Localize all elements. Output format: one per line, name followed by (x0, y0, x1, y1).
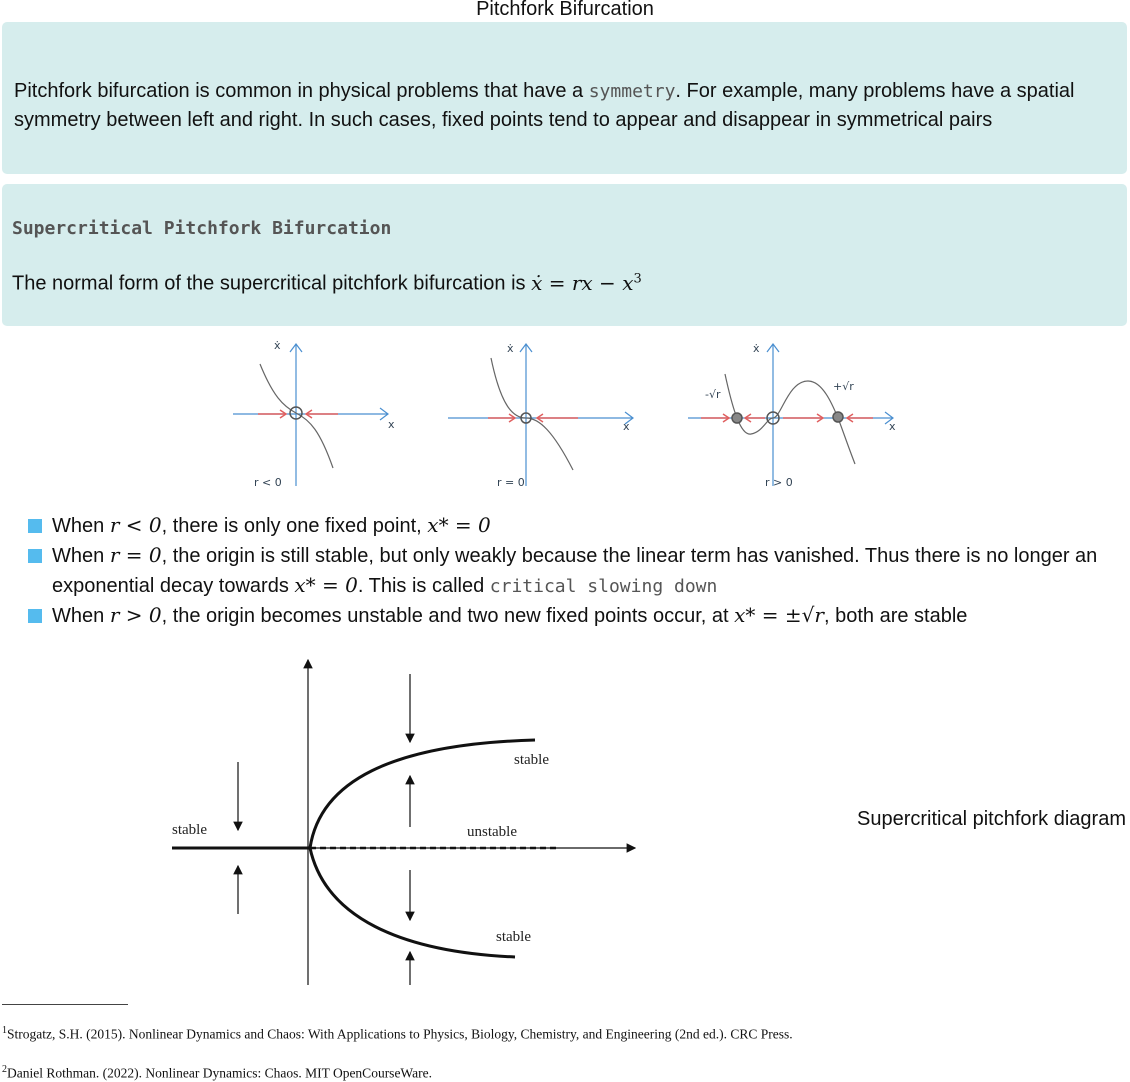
neg-root-label: -√r (705, 388, 721, 401)
intro-text-rest: . For example, many problems have a spatial symmetry between left and right. In such cases, fixed points tend to appear and disappear in symmetrical pairs (14, 80, 1075, 131)
axis-label-xdot: ẋ (507, 342, 514, 355)
section-heading (12, 218, 391, 239)
axis-label-x: x (388, 418, 395, 431)
label-stable-left: stable (172, 822, 207, 838)
intro-box (2, 22, 1127, 174)
bullet-list (28, 511, 1118, 631)
diagram-caption: Supercritical pitchfork diagram (857, 808, 1126, 830)
intro-paragraph (14, 77, 1097, 135)
bullet-square (28, 609, 42, 623)
list-item: When r > 0, the origin becomes unstable and two new fixed points occur, at x* = ±√r, both are stable (28, 601, 1118, 631)
label-stable-top: stable (514, 752, 549, 768)
axis-label-x: x (889, 420, 896, 433)
equation: ẋ = rx − $x^3$ (531, 270, 642, 295)
page-title: Pitchfork Bifurcation (476, 0, 654, 20)
list-item: When r = 0, the origin is still stable, but only weakly because the linear term has vanished. Thus there is no longer an exponential decay towards x* = 0. This is called critical slowing down (28, 541, 1118, 601)
normal-form-text: The normal form of the supercritical pitchfork bifurcation is (12, 272, 532, 295)
bullet-square (28, 519, 42, 533)
portrait-label: r = 0 (497, 476, 525, 489)
portrait-label: r < 0 (254, 476, 282, 489)
intro-text: Pitchfork bifurcation is common in physical problems that have a (14, 80, 589, 102)
pos-root-label: +√r (833, 380, 854, 393)
bullet-square (28, 549, 42, 563)
phase-portrait-positive (683, 336, 908, 496)
code-critical-slowing-down: critical slowing down (489, 576, 718, 597)
label-stable-bottom: stable (496, 929, 531, 945)
normal-form (12, 264, 642, 299)
axis-label-xdot: ẋ (274, 339, 281, 352)
footnote-1: $^1$Strogatz, S.H. (2015). Nonlinear Dynamics and Chaos: With Applications to Physics, Biology, Chemistry, and Engineering (2nd ed.). CRC Press. (2, 1025, 793, 1042)
phase-portrait-zero (443, 336, 643, 496)
label-unstable: unstable (467, 824, 517, 840)
list-item: When r < 0, there is only one fixed point, x* = 0 (28, 511, 1118, 541)
pitchfork-diagram (160, 652, 650, 992)
section-heading-text: Supercritical Pitchfork Bifurcation (12, 218, 392, 239)
axis-label-x: x (623, 420, 630, 433)
supercritical-box (2, 184, 1127, 326)
footnote-divider (2, 1004, 128, 1005)
footnote-2: $^2$Daniel Rothman. (2022). Nonlinear Dynamics: Chaos. MIT OpenCourseWare. (2, 1064, 432, 1081)
phase-portrait-negative (228, 336, 403, 496)
axis-label-xdot: ẋ (753, 342, 760, 355)
portrait-label: r > 0 (765, 476, 793, 489)
code-symmetry: symmetry (588, 81, 676, 102)
